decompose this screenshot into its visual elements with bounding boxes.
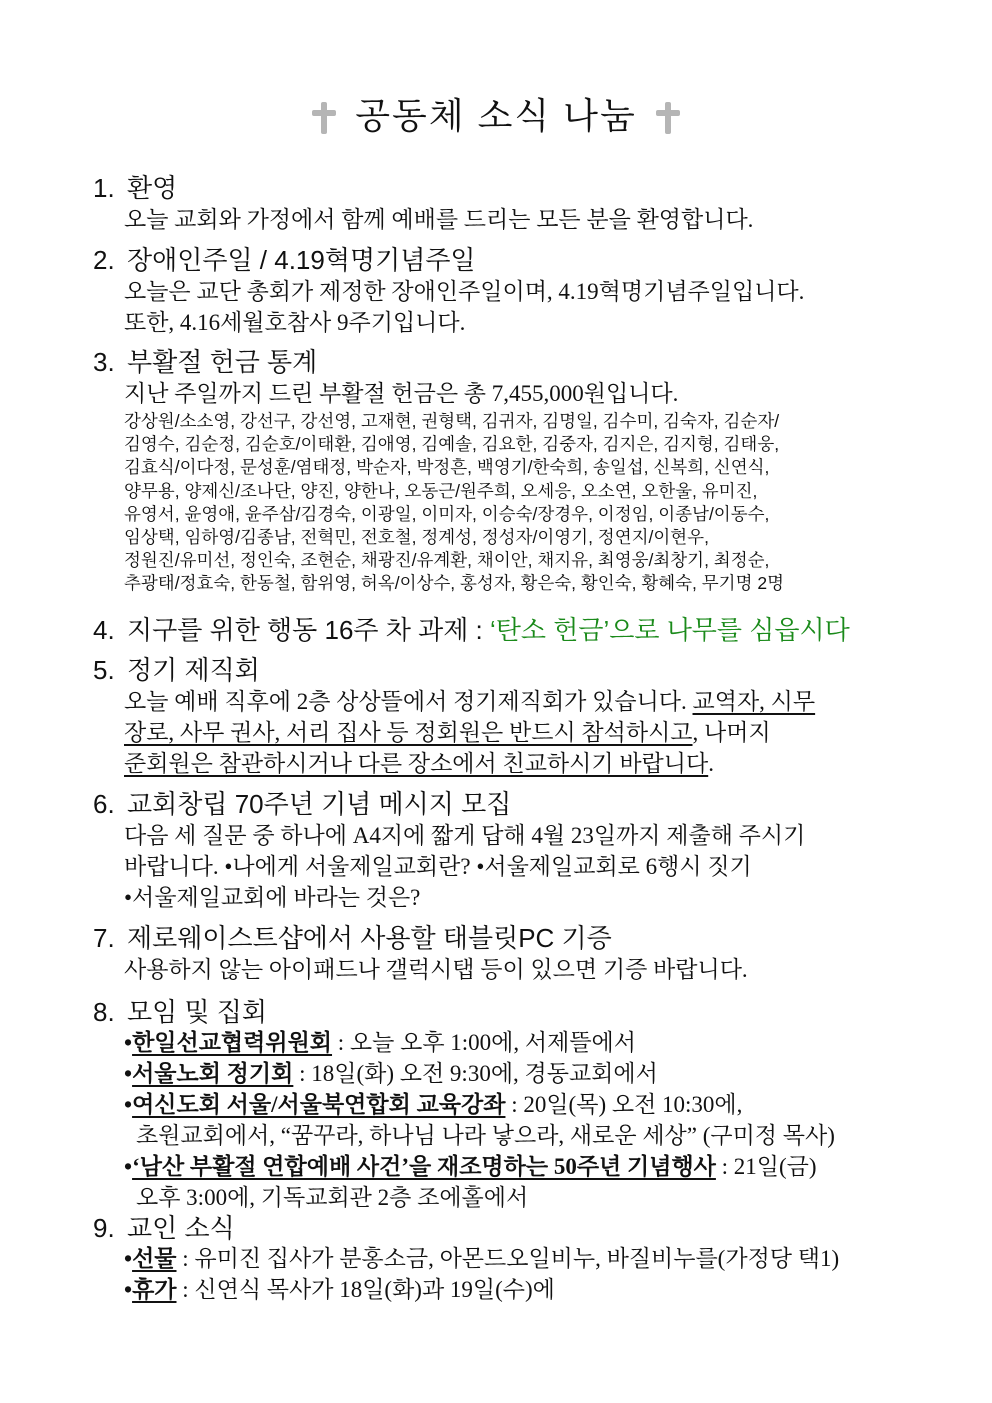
bullet: •: [124, 1030, 133, 1055]
section-5-body: [124, 686, 904, 779]
section-number: 4.: [93, 615, 115, 645]
section-1-text: 오늘 교회와 가정에서 함께 예배를 드리는 모든 분을 환영합니다.: [124, 207, 754, 232]
section-3-text: 지난 주일까지 드린 부활절 헌금은 총 7,455,000원입니다.: [124, 381, 679, 406]
section-7-text: 사용하지 않는 아이패드나 갤럭시탭 등이 있으면 기증 바랍니다.: [124, 957, 748, 982]
underlined-text: 준회원은 참관하시거나 다른 장소에서 친교하시기 바랍니다: [124, 751, 709, 776]
event-item: [124, 1151, 904, 1182]
donor-names-line: 유영서, 윤영애, 윤주삼/김경숙, 이광일, 이미자, 이승숙/장경우, 이정임, 이종남/이동수,: [124, 503, 770, 524]
news-title: 휴가: [132, 1277, 177, 1302]
text-line: [124, 748, 904, 779]
section-title: 모임 및 집회: [127, 997, 268, 1027]
section-9-heading: [93, 1212, 235, 1244]
donor-names-line: 추광태/정효숙, 한동철, 함위영, 허옥/이상수, 홍성자, 황은숙, 황인숙, 황혜숙, 무기명 2명: [124, 573, 784, 594]
text-span: 오늘 예배 직후에 2층 상상뜰에서 정기제직회가 있습니다.: [124, 689, 693, 714]
bullet: •: [124, 1092, 133, 1117]
event-detail: : 21일(금): [715, 1154, 817, 1179]
section-4-heading: [93, 614, 850, 646]
event-title: 서울노회 정기회: [132, 1061, 294, 1086]
event-detail: : 18일(화) 오전 9:30에, 경동교회에서: [293, 1061, 658, 1086]
event-detail: 오후 3:00에, 기독교회관 2층 조에홀에서: [136, 1185, 529, 1210]
text-line: 다음 세 질문 중 하나에 A4지에 짧게 답해 4월 23일까지 제출해 주시기: [124, 823, 806, 848]
donor-name-list: [124, 410, 904, 596]
section-title: 장애인주일 / 4.19혁명기념주일: [127, 245, 476, 275]
section-title: 교인 소식: [127, 1213, 235, 1243]
section-number: 7.: [93, 923, 115, 953]
section-6-heading: [93, 788, 511, 820]
event-detail: : 오늘 오후 1:00에, 서제뜰에서: [332, 1030, 636, 1055]
section-5-heading: [93, 654, 260, 686]
section-1-heading: [93, 172, 177, 204]
section-title: 부활절 헌금 통계: [127, 347, 318, 377]
cross-icon: [655, 101, 681, 135]
donor-names-line: 양무용, 양제신/조나단, 양진, 양한나, 오동근/원주희, 오세응, 오소연, 오한울, 유미진,: [124, 480, 758, 501]
section-number: 5.: [93, 655, 115, 685]
section-2-body: [124, 276, 904, 338]
section-number: 3.: [93, 347, 115, 377]
news-detail: : 신연식 목사가 18일(화)과 19일(수)에: [176, 1277, 555, 1302]
section-6-body: [124, 820, 904, 913]
donor-names-line: 김효식/이다정, 문성훈/염태정, 박순자, 박정흔, 백영기/한숙희, 송일섭, 신복희, 신연식,: [124, 457, 770, 478]
page-title-row: [0, 88, 992, 139]
underlined-text: 장로, 사무 권사, 서리 집사 등 정회원은 반드시 참석하시고: [124, 720, 693, 745]
event-title: 한일선교협력위원회: [132, 1030, 333, 1055]
text-line: •서울제일교회에 바라는 것은?: [124, 885, 421, 910]
section-2-heading: [93, 244, 476, 276]
event-title: ‘남산 부활절 연합예배 사건’을 재조명하는 50주년 기념행사: [132, 1154, 716, 1179]
text-line: 또한, 4.16세월호참사 9주기입니다.: [124, 310, 466, 335]
cross-icon: [311, 101, 337, 135]
event-item: [124, 1058, 904, 1089]
section-number: 2.: [93, 245, 115, 275]
section-number: 1.: [93, 173, 115, 203]
section-7-heading: [93, 922, 612, 954]
section-8-body: [124, 1027, 904, 1213]
text-line: 바랍니다. •나에게 서울제일교회란? •서울제일교회로 6행시 짓기: [124, 854, 752, 879]
section-title: 정기 제직회: [127, 655, 260, 685]
event-item: [124, 1027, 904, 1058]
section-number: 9.: [93, 1213, 115, 1243]
section-title: 지구를 위한 행동 16주 차 과제 :: [127, 615, 490, 645]
section-number: 8.: [93, 997, 115, 1027]
donor-names-line: 정원진/유미선, 정인숙, 조현순, 채광진/유계환, 채이안, 채지유, 최영웅/최창기, 최정순,: [124, 550, 770, 571]
section-title: 교회창립 70주년 기념 메시지 모집: [127, 789, 512, 819]
news-item: [124, 1243, 904, 1274]
news-item: [124, 1274, 904, 1305]
donor-names-line: 강상원/소소영, 강선구, 강선영, 고재현, 권형택, 김귀자, 김명일, 김수미, 김숙자, 김순자/: [124, 411, 780, 431]
section-9-body: [124, 1243, 904, 1305]
bullet: •: [124, 1154, 133, 1179]
section-8-heading: [93, 996, 267, 1028]
page-title: 공동체 소식 나눔: [355, 95, 637, 136]
text-line: [124, 717, 904, 748]
event-item: [124, 1089, 904, 1120]
bullet: •: [124, 1061, 133, 1086]
donor-names-line: 김영수, 김순정, 김순호/이태환, 김애영, 김예솔, 김요한, 김중자, 김지은, 김지형, 김태웅,: [124, 434, 780, 455]
event-title: 여신도회 서울/서울북연합회 교육강좌: [132, 1092, 506, 1117]
section-3-heading: [93, 346, 317, 378]
event-detail: : 20일(목) 오전 10:30에,: [505, 1092, 743, 1117]
section-title: 제로웨이스트샵에서 사용할 태블릿PC 기증: [127, 923, 612, 953]
section-number: 6.: [93, 789, 115, 819]
section-title: 환영: [127, 173, 178, 203]
text-line: [124, 686, 904, 717]
underlined-text: 교역자, 시무: [692, 689, 816, 714]
highlight-text: ‘탄소 헌금’으로 나무를 심읍시다: [490, 615, 850, 645]
bullet: •: [124, 1277, 133, 1302]
text-span: .: [708, 751, 714, 776]
news-title: 선물: [132, 1246, 177, 1271]
bullet: •: [124, 1246, 133, 1271]
text-line: 오늘은 교단 총회가 제정한 장애인주일이며, 4.19혁명기념주일입니다.: [124, 279, 805, 304]
text-span: , 나머지: [692, 720, 771, 745]
donor-names-line: 임상택, 임하영/김종남, 전혁민, 전호철, 정계성, 정성자/이영기, 정연지/이현우,: [124, 527, 709, 548]
news-detail: : 유미진 집사가 분홍소금, 아몬드오일비누, 바질비누를(가정당 택1): [176, 1246, 840, 1271]
event-detail: 초원교회에서, “꿈꾸라, 하나님 나라 낳으라, 새로운 세상” (구미정 목사): [136, 1123, 835, 1148]
